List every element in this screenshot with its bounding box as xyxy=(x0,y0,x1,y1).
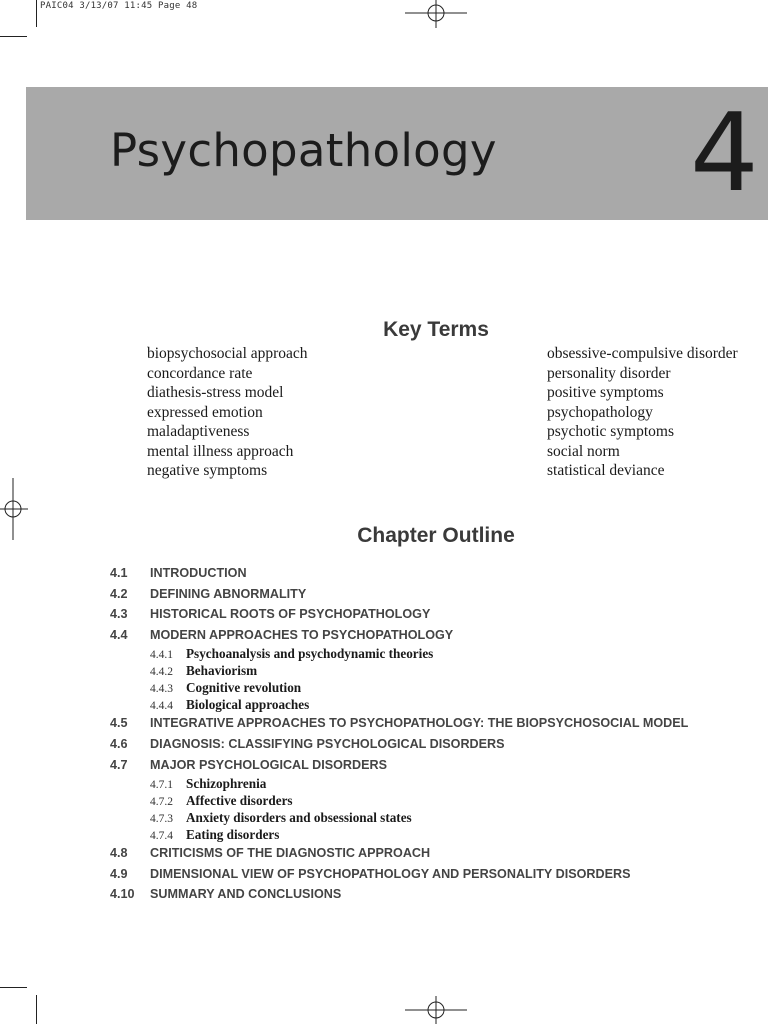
outline-number: 4.7.2 xyxy=(150,796,173,809)
outline-subsection xyxy=(110,792,765,809)
outline-section xyxy=(110,843,765,864)
key-term: obsessive-compulsive disorder xyxy=(547,345,738,362)
key-term: psychotic symptoms xyxy=(547,423,675,440)
outline-text: CRITICISMS OF THE DIAGNOSTIC APPROACH xyxy=(150,846,431,861)
key-term: mental illness approach xyxy=(147,442,294,460)
outline-number: 4.7.4 xyxy=(150,830,173,843)
outline-text: INTEGRATIVE APPROACHES TO PSYCHOPATHOLOGY: THE BIOPSYCHOSOCIAL MODEL xyxy=(150,716,689,731)
outline-number: 4.4.2 xyxy=(150,666,173,679)
crop-mark-bottom-left-h xyxy=(0,987,27,988)
key-term: positive symptoms xyxy=(547,384,664,401)
key-term: personality disorder xyxy=(547,364,671,382)
key-term: psychopathology xyxy=(547,403,653,421)
outline-text: DIAGNOSIS: CLASSIFYING PSYCHOLOGICAL DISORDERS xyxy=(150,736,505,751)
registration-mark-top-icon xyxy=(405,0,467,28)
outline-number: 4.4.4 xyxy=(150,700,173,713)
crop-mark-bottom-left-v xyxy=(36,995,37,1024)
outline-section xyxy=(110,755,765,776)
outline-section xyxy=(110,625,765,646)
outline-number: 4.5 xyxy=(110,716,128,731)
outline-number: 4.1 xyxy=(110,566,128,580)
outline-subsection xyxy=(110,679,765,696)
outline-number: 4.3 xyxy=(110,607,128,622)
outline-number: 4.6 xyxy=(110,736,128,751)
key-term: expressed emotion xyxy=(147,403,263,421)
outline-number: 4.8 xyxy=(110,846,128,861)
outline-subsection xyxy=(110,696,765,713)
key-terms-right-column xyxy=(547,344,738,481)
crop-mark-top-left-h xyxy=(0,36,27,37)
outline-subsection xyxy=(110,775,765,792)
outline-number: 4.9 xyxy=(110,866,128,881)
outline-text: Schizophrenia xyxy=(186,776,267,792)
outline-section xyxy=(110,713,765,734)
outline-number: 4.7.3 xyxy=(150,813,173,826)
key-terms-heading: Key Terms xyxy=(383,318,489,341)
outline-section xyxy=(110,864,765,885)
outline-number: 4.10 xyxy=(110,887,135,902)
outline-section xyxy=(110,584,765,605)
outline-subsection xyxy=(110,826,765,843)
outline-text: Anxiety disorders and obsessional states xyxy=(186,810,412,826)
key-term: concordance rate xyxy=(147,364,253,382)
outline-text: Psychoanalysis and psychodynamic theories xyxy=(186,646,434,662)
chapter-title: Psychopathology xyxy=(110,124,497,177)
outline-number: 4.4.3 xyxy=(150,683,173,696)
outline-text: Cognitive revolution xyxy=(186,680,302,696)
key-term: biopsychosocial approach xyxy=(147,345,308,362)
outline-subsection xyxy=(110,645,765,662)
print-slug: PAIC04 3/13/07 11:45 Page 48 xyxy=(40,1,198,11)
crop-mark-top-left-v xyxy=(36,0,37,27)
outline-number: 4.2 xyxy=(110,586,128,601)
outline-section xyxy=(110,604,765,625)
outline-section xyxy=(110,884,765,905)
outline-section xyxy=(110,563,765,584)
outline-subsection xyxy=(110,662,765,679)
outline-text: MODERN APPROACHES TO PSYCHOPATHOLOGY xyxy=(150,627,454,642)
outline-text: SUMMARY AND CONCLUSIONS xyxy=(150,887,342,902)
outline-subsection xyxy=(110,809,765,826)
outline-number: 4.7.1 xyxy=(150,779,173,792)
chapter-number: 4 xyxy=(690,91,757,216)
key-terms-left-column xyxy=(147,344,308,481)
key-term: statistical deviance xyxy=(547,462,665,479)
registration-mark-bottom-icon xyxy=(405,996,467,1024)
key-term: social norm xyxy=(547,442,620,460)
outline-number: 4.4 xyxy=(110,627,128,642)
outline-text: Behaviorism xyxy=(186,663,258,679)
outline-section xyxy=(110,734,765,755)
outline-text: DEFINING ABNORMALITY xyxy=(150,586,307,601)
key-term: negative symptoms xyxy=(147,462,268,479)
key-term: diathesis-stress model xyxy=(147,384,284,401)
outline-text: Eating disorders xyxy=(186,827,280,843)
registration-mark-left-icon xyxy=(0,478,28,540)
outline-number: 4.4.1 xyxy=(150,649,173,662)
outline-text: DIMENSIONAL VIEW OF PSYCHOPATHOLOGY AND PERSONALITY DISORDERS xyxy=(150,866,631,881)
outline-text: INTRODUCTION xyxy=(150,566,247,580)
chapter-outline-list xyxy=(110,563,765,905)
outline-text: HISTORICAL ROOTS OF PSYCHOPATHOLOGY xyxy=(150,607,431,622)
outline-text: Affective disorders xyxy=(186,793,293,809)
key-term: maladaptiveness xyxy=(147,423,250,440)
outline-text: Biological approaches xyxy=(186,697,310,713)
outline-number: 4.7 xyxy=(110,757,128,772)
chapter-outline-heading: Chapter Outline xyxy=(357,524,515,547)
outline-text: MAJOR PSYCHOLOGICAL DISORDERS xyxy=(150,757,387,772)
